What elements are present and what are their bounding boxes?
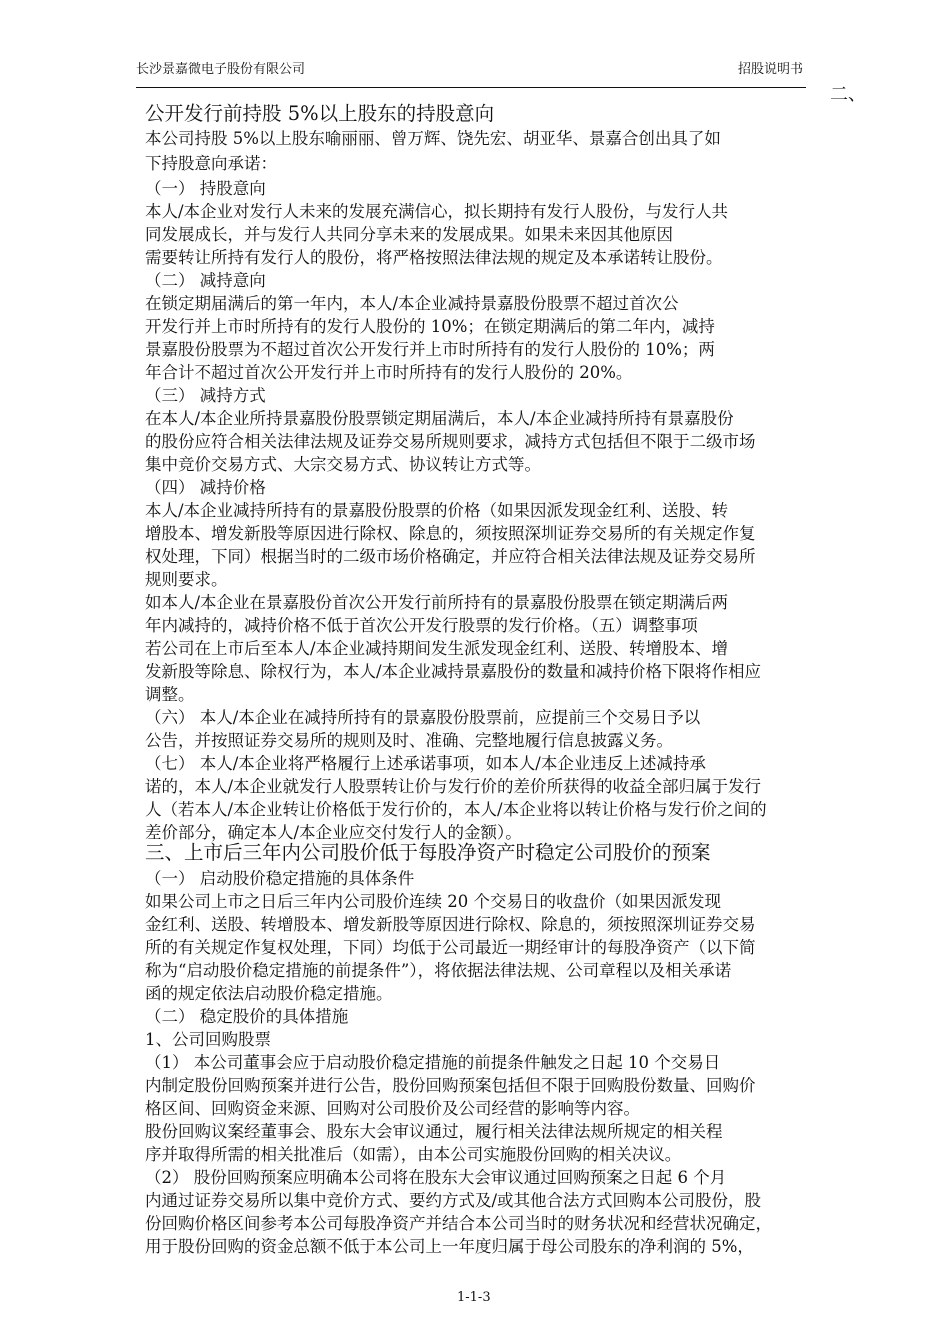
text-line: 的股份应符合相关法律法规及证券交易所规则要求，减持方式包括但不限于二级市场 <box>145 432 756 451</box>
page-number: 1-1-3 <box>457 1290 491 1305</box>
text-line: 调整。 <box>145 685 195 704</box>
text-line: （六） 本人/本企业在减持所持有的景嘉股份股票前，应提前三个交易日予以 <box>145 708 701 727</box>
header-rule <box>136 87 806 88</box>
text-line: 同发展成长，并与发行人共同分享未来的发展成果。如果未来因其他原因 <box>145 225 673 244</box>
text-line: （三） 减持方式 <box>145 386 266 405</box>
text-line: 公告，并按照证券交易所的规则及时、准确、完整地履行信息披露义务。 <box>145 731 673 750</box>
text-line: 所的有关规定作复权处理，下同）均低于公司最近一期经审计的每股净资产（以下简 <box>145 938 756 957</box>
text-line: （一） 持股意向 <box>145 179 266 198</box>
text-line: 差价部分，确定本人/本企业应交付发行人的金额）。 <box>145 823 522 842</box>
text-line: （1） 本公司董事会应于启动股价稳定措施的前提条件触发之日起 10 个交易日 <box>145 1053 721 1072</box>
text-line: （二） 减持意向 <box>145 271 266 290</box>
text-line: 若公司在上市后至本人/本企业减持期间发生派发现金红利、送股、转增股本、增 <box>145 639 729 658</box>
text-line: 份回购价格区间参考本公司每股净资产并结合本公司当时的财务状况和经营状况确定， <box>145 1214 772 1233</box>
text-line: 称为“启动股价稳定措施的前提条件”），将依据法律法规、公司章程以及相关承诺 <box>145 961 732 980</box>
text-line: 内通过证券交易所以集中竞价方式、要约方式及/或其他合法方式回购本公司股份，股 <box>145 1191 762 1210</box>
text-line: 本人/本企业减持所持有的景嘉股份股票的价格（如果因派发现金红利、送股、转 <box>145 501 729 520</box>
section-number: 二、 <box>830 84 866 105</box>
text-line: 金红利、送股、转增股本、增发新股等原因进行除权、除息的，须按照深圳证券交易 <box>145 915 756 934</box>
text-line: 格区间、回购资金来源、回购对公司股价及公司经营的影响等内容。 <box>145 1099 640 1118</box>
header-doc-type: 招股说明书 <box>738 62 804 77</box>
text-line: 人（若本人/本企业转让价格低于发行价的，本人/本企业将以转让价格与发行价之间的 <box>145 800 767 819</box>
text-line: 序并取得所需的相关批准后（如需），由本公司实施股份回购的相关决议。 <box>145 1145 682 1164</box>
text-line: 景嘉股份股票为不超过首次公开发行并上市时所持有的发行人股份的 10%；两 <box>145 340 715 359</box>
text-line: 本人/本企业对发行人未来的发展充满信心，拟长期持有发行人股份，与发行人共 <box>145 202 729 221</box>
section-heading: 三、上市后三年内公司股价低于每股净资产时稳定公司股价的预案 <box>145 841 711 864</box>
text-line: 发新股等除息、除权行为，本人/本企业减持景嘉股份的数量和减持价格下限将作相应 <box>145 662 762 681</box>
text-line: 内制定股份回购预案并进行公告，股份回购预案包括但不限于回购股份数量、回购价 <box>145 1076 756 1095</box>
text-line: （四） 减持价格 <box>145 478 266 497</box>
text-line: 开发行并上市时所持有的发行人股份的 10%；在锁定期满后的第二年内，减持 <box>145 317 715 336</box>
text-line: 诺的，本人/本企业就发行人股票转让价与发行价的差价所获得的收益全部归属于发行 <box>145 777 762 796</box>
text-line: 集中竞价交易方式、大宗交易方式、协议转让方式等。 <box>145 455 541 474</box>
text-line: 下持股意向承诺： <box>145 154 277 173</box>
text-line: （2） 股份回购预案应明确本公司将在股东大会审议通过回购预案之日起 6 个月 <box>145 1168 727 1187</box>
section-heading: 公开发行前持股 5%以上股东的持股意向 <box>145 102 495 125</box>
text-line: 增股本、增发新股等原因进行除权、除息的，须按照深圳证券交易所的有关规定作复 <box>145 524 756 543</box>
text-line: 1、公司回购股票 <box>145 1030 271 1049</box>
text-line: 本公司持股 5%以上股东喻丽丽、曾万辉、饶先宏、胡亚华、景嘉合创出具了如 <box>145 129 721 148</box>
text-line: 需要转让所持有发行人的股份，将严格按照法律法规的规定及本承诺转让股份。 <box>145 248 723 267</box>
text-line: （二） 稳定股价的具体措施 <box>145 1007 349 1026</box>
text-line: 权处理，下同）根据当时的二级市场价格确定，并应符合相关法律法规及证券交易所 <box>145 547 756 566</box>
text-line: 年合计不超过首次公开发行并上市时所持有的发行人股份的 20%。 <box>145 363 633 382</box>
text-line: （七） 本人/本企业将严格履行上述承诺事项，如本人/本企业违反上述减持承 <box>145 754 706 773</box>
text-line: 用于股份回购的资金总额不低于本公司上一年度归属于母公司股东的净利润的 5%， <box>145 1237 754 1256</box>
header-company: 长沙景嘉微电子股份有限公司 <box>136 62 306 77</box>
text-line: 函的规定依法启动股价稳定措施。 <box>145 984 393 1003</box>
text-line: （一） 启动股价稳定措施的具体条件 <box>145 869 415 888</box>
text-line: 规则要求。 <box>145 570 228 589</box>
text-line: 在锁定期届满后的第一年内，本人/本企业减持景嘉股份股票不超过首次公 <box>145 294 679 313</box>
text-line: 如果公司上市之日后三年内公司股价连续 20 个交易日的收盘价（如果因派发现 <box>145 892 721 911</box>
text-line: 如本人/本企业在景嘉股份首次公开发行前所持有的景嘉股份股票在锁定期满后两 <box>145 593 729 612</box>
text-line: 在本人/本企业所持景嘉股份股票锁定期届满后，本人/本企业减持所持有景嘉股份 <box>145 409 734 428</box>
text-line: 股份回购议案经董事会、股东大会审议通过，履行相关法律法规所规定的相关程 <box>145 1122 723 1141</box>
text-line: 年内减持的，减持价格不低于首次公开发行股票的发行价格。（五）调整事项 <box>145 616 698 635</box>
